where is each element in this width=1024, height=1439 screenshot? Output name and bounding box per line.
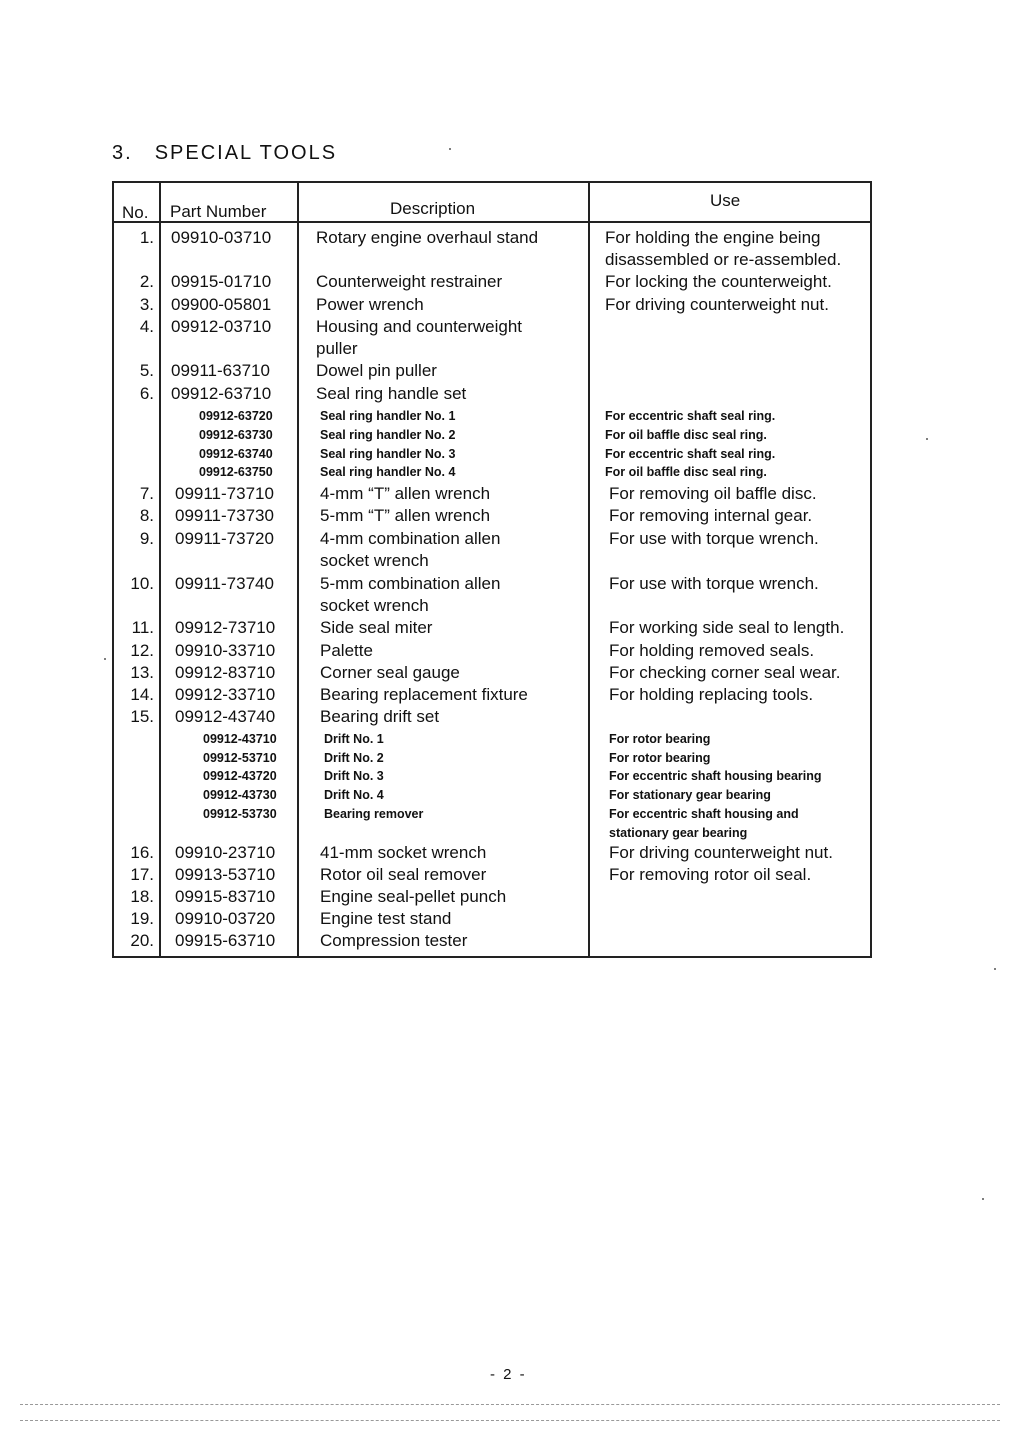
row-4-use: For driving counterweight nut. xyxy=(605,295,829,314)
column-divider xyxy=(297,183,299,956)
row-12-part: 09912-63750 xyxy=(199,465,273,479)
row-9-use: For eccentric shaft seal ring. xyxy=(605,409,776,423)
row-17-no: 10. xyxy=(130,574,154,593)
row-3-desc: Counterweight restrainer xyxy=(316,272,503,291)
row-21-no: 13. xyxy=(130,663,154,682)
row-28-use: For eccentric shaft housing and xyxy=(609,807,799,821)
row-30-part: 09910-23710 xyxy=(175,843,276,862)
row-8-no: 6. xyxy=(139,384,154,403)
scan-speck xyxy=(994,968,996,970)
row-30-no: 16. xyxy=(130,843,154,862)
row-15-desc: 4-mm combination allen xyxy=(320,529,501,548)
row-25-desc: Drift No. 2 xyxy=(324,751,384,765)
row-15-no: 9. xyxy=(139,529,154,548)
row-32-part: 09915-83710 xyxy=(175,887,276,906)
row-24-use: For rotor bearing xyxy=(609,732,711,746)
row-11-desc: Seal ring handler No. 3 xyxy=(320,447,456,461)
row-5-desc: Housing and counterweight xyxy=(316,317,523,336)
header-use: Use xyxy=(710,191,741,210)
row-8-part: 09912-63710 xyxy=(171,384,272,403)
row-24-part: 09912-43710 xyxy=(203,732,277,746)
row-21-use: For checking corner seal wear. xyxy=(609,663,841,682)
row-33-part: 09910-03720 xyxy=(175,909,276,928)
row-17-use: For use with torque wrench. xyxy=(609,574,819,593)
row-10-desc: Seal ring handler No. 2 xyxy=(320,428,456,442)
row-17-part: 09911-73740 xyxy=(175,574,274,593)
row-11-use: For eccentric shaft seal ring. xyxy=(605,447,776,461)
row-1-no: 1. xyxy=(139,228,154,247)
row-4-desc: Power wrench xyxy=(316,295,424,314)
row-25-use: For rotor bearing xyxy=(609,751,711,765)
header-part-number: Part Number xyxy=(170,202,267,221)
row-5-no: 4. xyxy=(139,317,154,336)
row-10-use: For oil baffle disc seal ring. xyxy=(605,428,767,442)
section-title xyxy=(112,142,337,165)
row-12-desc: Seal ring handler No. 4 xyxy=(320,465,456,479)
row-23-part: 09912-43740 xyxy=(175,707,276,726)
row-30-use: For driving counterweight nut. xyxy=(609,843,833,862)
row-31-no: 17. xyxy=(130,865,154,884)
row-19-desc: Side seal miter xyxy=(320,618,433,637)
row-14-desc: 5-mm “T” allen wrench xyxy=(320,506,491,525)
row-10-part: 09912-63730 xyxy=(199,428,273,442)
row-16-desc: socket wrench xyxy=(320,551,429,570)
row-17-desc: 5-mm combination allen xyxy=(320,574,501,593)
row-31-part: 09913-53710 xyxy=(175,865,276,884)
row-21-desc: Corner seal gauge xyxy=(320,663,460,682)
row-20-no: 12. xyxy=(130,641,154,660)
row-14-no: 8. xyxy=(139,506,154,525)
row-9-desc: Seal ring handler No. 1 xyxy=(320,409,456,423)
row-15-part: 09911-73720 xyxy=(175,529,274,548)
row-14-part: 09911-73730 xyxy=(175,506,274,525)
row-23-desc: Bearing drift set xyxy=(320,707,440,726)
row-19-no: 11. xyxy=(131,618,154,637)
row-26-part: 09912-43720 xyxy=(203,769,277,783)
row-19-use: For working side seal to length. xyxy=(609,618,845,637)
row-30-desc: 41-mm socket wrench xyxy=(320,843,487,862)
row-1-part: 09910-03710 xyxy=(171,228,272,247)
scan-speck xyxy=(104,658,106,660)
row-4-part: 09900-05801 xyxy=(171,295,272,314)
row-22-use: For holding replacing tools. xyxy=(609,685,814,704)
scan-speck xyxy=(982,1198,984,1200)
row-18-desc: socket wrench xyxy=(320,596,429,615)
row-32-desc: Engine seal-pellet punch xyxy=(320,887,507,906)
row-31-use: For removing rotor oil seal. xyxy=(609,865,812,884)
row-13-part: 09911-73710 xyxy=(175,484,274,503)
row-24-desc: Drift No. 1 xyxy=(324,732,384,746)
row-31-desc: Rotor oil seal remover xyxy=(320,865,487,884)
row-13-use: For removing oil baffle disc. xyxy=(609,484,817,503)
row-22-no: 14. xyxy=(130,685,154,704)
row-7-part: 09911-63710 xyxy=(171,361,270,380)
row-34-no: 20. xyxy=(130,931,154,950)
header-no: No. xyxy=(122,203,149,222)
row-19-part: 09912-73710 xyxy=(175,618,276,637)
row-21-part: 09912-83710 xyxy=(175,663,276,682)
row-8-desc: Seal ring handle set xyxy=(316,384,467,403)
row-9-part: 09912-63720 xyxy=(199,409,273,423)
column-divider xyxy=(588,183,590,956)
row-12-use: For oil baffle disc seal ring. xyxy=(605,465,767,479)
row-7-desc: Dowel pin puller xyxy=(316,361,437,380)
row-22-part: 09912-33710 xyxy=(175,685,276,704)
column-divider xyxy=(159,183,161,956)
row-3-no: 2. xyxy=(139,272,154,291)
row-4-no: 3. xyxy=(139,295,154,314)
scan-speck xyxy=(449,148,451,150)
scan-edge-line xyxy=(20,1420,1000,1422)
row-34-part: 09915-63710 xyxy=(175,931,276,950)
row-32-no: 18. xyxy=(130,887,154,906)
special-tools-table xyxy=(112,181,872,958)
row-5-part: 09912-03710 xyxy=(171,317,272,336)
row-1-desc: Rotary engine overhaul stand xyxy=(316,228,539,247)
row-34-desc: Compression tester xyxy=(320,931,468,950)
row-11-part: 09912-63740 xyxy=(199,447,273,461)
row-13-no: 7. xyxy=(139,484,154,503)
row-7-no: 5. xyxy=(139,361,154,380)
row-26-desc: Drift No. 3 xyxy=(324,769,384,783)
row-33-desc: Engine test stand xyxy=(320,909,452,928)
row-33-no: 19. xyxy=(130,909,154,928)
row-29-use: stationary gear bearing xyxy=(609,826,748,840)
row-28-part: 09912-53730 xyxy=(203,807,277,821)
row-27-use: For stationary gear bearing xyxy=(609,788,771,802)
row-2-use: disassembled or re-assembled. xyxy=(605,250,842,269)
row-14-use: For removing internal gear. xyxy=(609,506,813,525)
page-number: - 2 - xyxy=(490,1366,527,1383)
row-27-desc: Drift No. 4 xyxy=(324,788,384,802)
row-13-desc: 4-mm “T” allen wrench xyxy=(320,484,491,503)
row-6-desc: puller xyxy=(316,339,358,358)
row-22-desc: Bearing replacement fixture xyxy=(320,685,528,704)
row-20-desc: Palette xyxy=(320,641,373,660)
row-28-desc: Bearing remover xyxy=(324,807,424,821)
row-1-use: For holding the engine being xyxy=(605,228,821,247)
row-3-use: For locking the counterweight. xyxy=(605,272,832,291)
row-20-use: For holding removed seals. xyxy=(609,641,815,660)
row-23-no: 15. xyxy=(130,707,154,726)
row-26-use: For eccentric shaft housing bearing xyxy=(609,769,822,783)
row-15-use: For use with torque wrench. xyxy=(609,529,819,548)
section-number: 3. xyxy=(112,142,133,164)
row-27-part: 09912-43730 xyxy=(203,788,277,802)
row-3-part: 09915-01710 xyxy=(171,272,272,291)
scan-edge-line xyxy=(20,1404,1000,1406)
row-25-part: 09912-53710 xyxy=(203,751,277,765)
section-title-text: SPECIAL TOOLS xyxy=(154,142,338,164)
row-20-part: 09910-33710 xyxy=(175,641,276,660)
scan-speck xyxy=(926,438,928,440)
header-description: Description xyxy=(390,199,476,218)
